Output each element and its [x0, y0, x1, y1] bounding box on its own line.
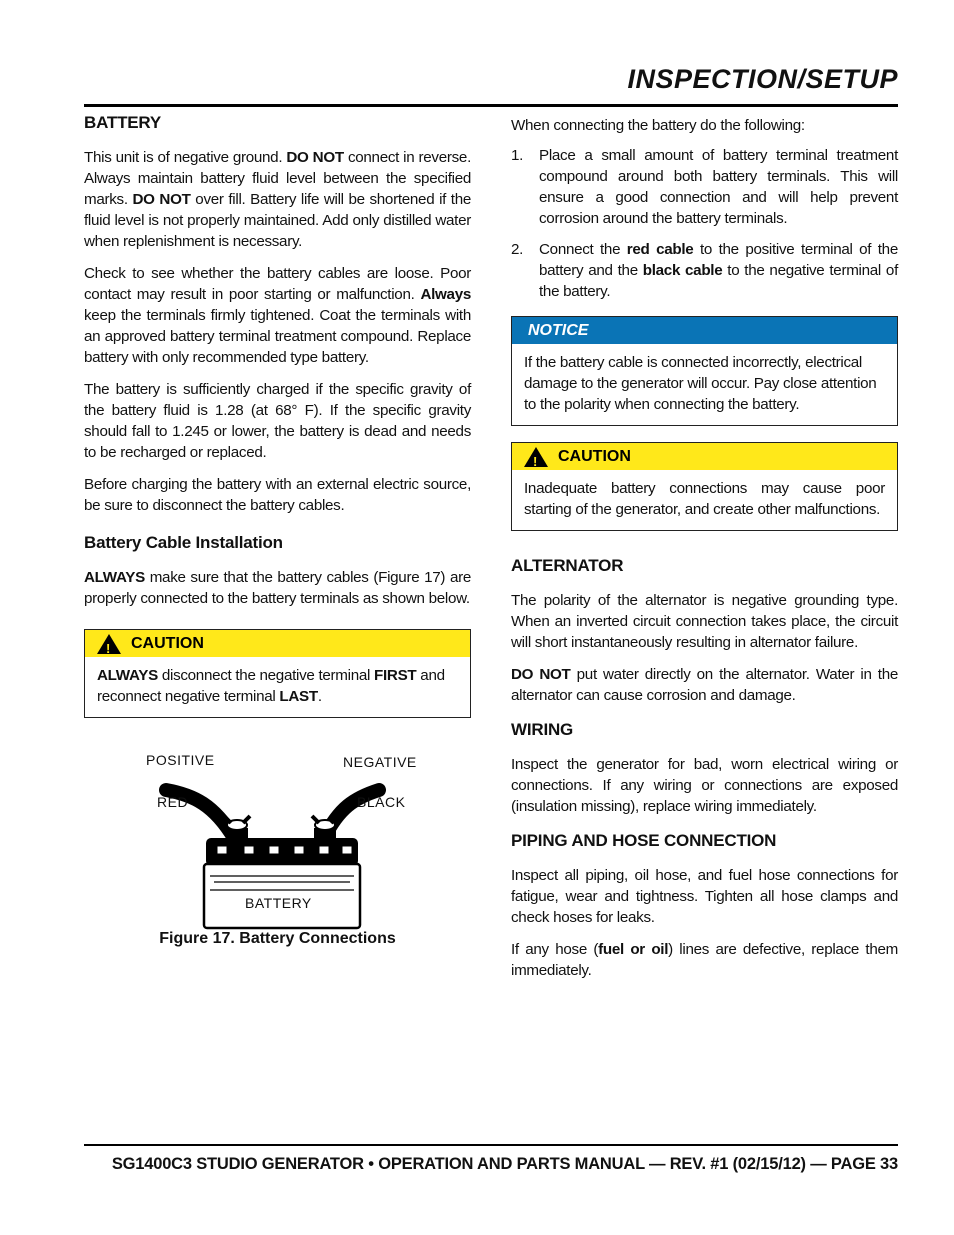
battery-paragraph-3 — [84, 379, 471, 463]
text-run: Inspect the generator for bad, worn electrical wiring or connections. If any wiring or connections are exposed (insulation missing), replace wiring immediately. — [511, 756, 898, 815]
alternator-paragraph-2 — [511, 664, 898, 706]
alternator-paragraph-1 — [511, 590, 898, 653]
battery-paragraph-4 — [84, 474, 471, 516]
page-header — [84, 64, 898, 107]
positive-label: POSITIVE — [146, 752, 215, 768]
caution-body-right — [512, 470, 897, 530]
caution-body — [85, 657, 470, 717]
battery-paragraph-2 — [84, 263, 471, 368]
text-run: . — [317, 688, 322, 705]
step-2-number: 2. — [511, 241, 524, 258]
notice-label: NOTICE — [528, 322, 589, 339]
battery-terminal-positive — [224, 816, 250, 842]
text-run: put water directly on the alternator. Water in the alternator can cause corrosion and damage. — [511, 666, 898, 704]
text-run: If any hose ( — [511, 941, 599, 958]
caution-bar-right — [512, 443, 897, 470]
battery-terminal-negative — [312, 816, 338, 842]
notice-body — [512, 344, 897, 425]
emphasis-text: red cable — [626, 241, 694, 258]
notice-box — [511, 316, 898, 426]
negative-label: NEGATIVE — [343, 754, 417, 770]
caution-box-connections — [511, 442, 898, 531]
connection-intro — [511, 115, 898, 136]
left-column — [84, 112, 471, 955]
notice-bar — [512, 317, 897, 344]
emphasis-text: ALWAYS — [97, 667, 158, 684]
step-2-text — [539, 241, 898, 300]
battery-heading: BATTERY — [84, 113, 161, 132]
connection-steps — [511, 145, 898, 302]
text-run: ) lines are defective, replace them immediately. — [511, 941, 898, 979]
battery-figure — [84, 740, 471, 955]
cable-installation-heading: Battery Cable Installation — [84, 533, 283, 552]
battery-label: BATTERY — [245, 895, 312, 911]
text-run: to the negative terminal of the battery. — [539, 262, 898, 300]
emphasis-text: Always — [420, 286, 471, 303]
warning-icon-right — [524, 447, 548, 467]
text-run: Before charging the battery with an external electric source, be sure to disconnect the battery cables. — [84, 476, 471, 514]
page-title: INSPECTION/SETUP — [627, 64, 898, 94]
page-footer — [84, 1144, 898, 1173]
text-run: Check to see whether the battery cables are loose. Poor contact may result in poor starting or malfunction. — [84, 265, 471, 303]
step-1 — [511, 145, 898, 229]
caution-label-right: CAUTION — [558, 448, 631, 465]
text-run: When connecting the battery do the following: — [511, 117, 805, 134]
wiring-heading: WIRING — [511, 720, 574, 739]
text-run: The battery is sufficiently charged if the specific gravity of the battery fluid is 1.28 (at 68° F). If the specific gravity should fall to 1.245 or lower, the battery is dead and needs to be recharged or replaced. — [84, 381, 471, 461]
step-2 — [511, 239, 898, 302]
piping-paragraph-1 — [511, 865, 898, 928]
step-1-text — [539, 147, 898, 227]
right-column — [511, 115, 898, 992]
text-run: over fill. Battery life will be shortened if the fluid level is not properly maintained. Add only distilled water when replenishment is necessary. — [84, 191, 472, 250]
alternator-heading: ALTERNATOR — [511, 556, 624, 575]
text-run: Connect the — [539, 241, 627, 258]
step-1-number: 1. — [511, 147, 524, 164]
caution-box-disconnect — [84, 629, 471, 718]
piping-heading: PIPING AND HOSE CONNECTION — [511, 831, 777, 850]
figure-caption: Figure 17. Battery Connections — [159, 930, 396, 947]
emphasis-text: black cable — [642, 262, 723, 279]
text-run: If the battery cable is connected incorrectly, electrical damage to the generator will occur. Pay close attention to the polarity when connecting the battery. — [524, 354, 877, 413]
text-run: and reconnect negative terminal — [97, 667, 445, 705]
text-run: disconnect the negative terminal — [157, 667, 374, 684]
emphasis-text: DO NOT — [132, 191, 191, 208]
text-run: connect in reverse. Always maintain battery fluid level between the specified marks. — [84, 149, 471, 208]
emphasis-text: DO NOT — [511, 666, 571, 683]
text-run: This unit is of negative ground. — [84, 149, 287, 166]
red-label: RED — [157, 794, 189, 810]
footer-text: SG1400C3 STUDIO GENERATOR • OPERATION AND PARTS MANUAL — REV. #1 (02/15/12) — PAGE 33 — [111, 1155, 898, 1173]
piping-paragraph-2 — [511, 939, 898, 981]
text-run: The polarity of the alternator is negative grounding type. When an inverted circuit connection takes place, the circuit will short instantaneously resulting in alternator failure. — [511, 592, 898, 651]
caution-label: CAUTION — [131, 635, 204, 652]
emphasis-text: LAST — [279, 688, 318, 705]
emphasis-text: fuel or oil — [598, 941, 669, 958]
battery-paragraph-1 — [84, 147, 471, 252]
text-run: Inspect all piping, oil hose, and fuel hose connections for fatigue, wear and tightness. Tighten all hose clamps and check hoses for leaks. — [511, 867, 898, 926]
wiring-paragraph — [511, 754, 898, 817]
text-run: Place a small amount of battery terminal treatment compound around both battery terminals. This will ensure a good connection and will help prevent corrosion around the battery terminals. — [539, 147, 898, 227]
cable-installation-paragraph — [84, 567, 471, 609]
emphasis-text: FIRST — [374, 667, 417, 684]
emphasis-text: DO NOT — [286, 149, 344, 166]
caution-bar — [85, 630, 470, 657]
text-run: make sure that the battery cables (Figure 17) are properly connected to the battery terminals as shown below. — [84, 569, 471, 607]
warning-icon — [97, 634, 121, 654]
text-run: Inadequate battery connections may cause poor starting of the generator, and create other malfunctions. — [524, 480, 885, 518]
text-run: keep the terminals firmly tightened. Coat the terminals with an approved battery terminal treatment compound. Replace battery with only recommended type battery. — [84, 307, 471, 366]
battery-top — [206, 838, 358, 866]
emphasis-text: ALWAYS — [84, 569, 145, 586]
text-run: to the positive terminal of the battery and the — [539, 241, 898, 279]
black-label: BLACK — [357, 794, 406, 810]
